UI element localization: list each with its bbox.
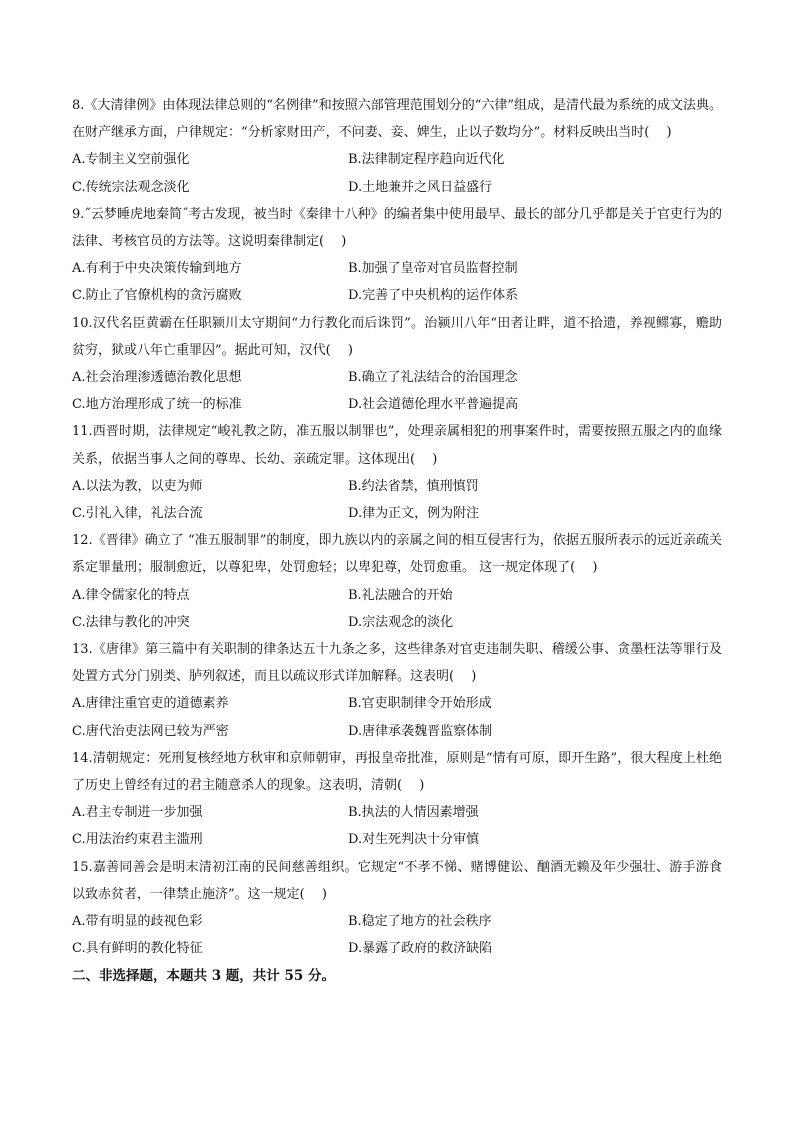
option-d: D.社会道德伦理水平普遍提高 xyxy=(348,397,519,413)
option-grid xyxy=(72,908,722,962)
option-b: B.礼法融合的开始 xyxy=(348,587,453,603)
option-b: B.稳定了地方的社会秩序 xyxy=(348,914,492,930)
option-d: D.对生死判决十分审慎 xyxy=(348,832,480,848)
option-d: D.暴露了政府的救济缺陷 xyxy=(348,941,493,957)
question-stem: 8.《大清律例》由体现法律总则的“名例律”和按照六部管理范围划分的“六律”组成，是清代最为系统的成文法典。在财产继承方面，户律规定：“分析家财田产，不问妻、妾、婢生，止以子数均分”。材料反映出当时( ) xyxy=(72,98,722,141)
question-stem: 13.《唐律》第三篇中有关职制的律条达五十九条之多，这些律条对官吏违制失职、稽缓公事、贪墨枉法等罪行及处置方式分门别类、胪列叙述，而且以疏议形式详加解释。这表明( ) xyxy=(72,642,722,685)
question-15 xyxy=(72,854,722,963)
question-stem: 9.˝云梦睡虎地秦简˝考古发现，被当时《秦律十八种》的编者集中使用最早、最长的部分几乎都是关于官吏行为的法律、考核官员的方法等。这说明秦律制定( ) xyxy=(72,206,722,250)
question-12 xyxy=(72,527,722,636)
option-b: B.确立了礼法结合的治国理念 xyxy=(348,370,518,386)
option-d: D.律为正文，例为附注 xyxy=(348,506,480,522)
option-c: C.具有鲜明的教化特征 xyxy=(72,941,203,957)
section-heading: 二、非选择题，本题共 3 题，共计 55 分。 xyxy=(72,967,335,984)
option-b: B.法律制定程序趋向近代化 xyxy=(348,152,505,168)
option-grid xyxy=(72,364,722,418)
question-stem: 10.汉代名臣黄霸在任职颍川太守期间“力行教化而后诛罚”。治颍川八年“田者让畔，道不拾遗，养视鳏寡，赡助贫穷，狱或八年亡重罪囚”。据此可知，汉代( ) xyxy=(72,315,722,358)
question-stem: 14.清朝规定：死刑复核经地方秋审和京师朝审，再报皇帝批准，原则是“情有可原，即开生路”，很大程度上杜绝了历史上曾经有过的君主随意杀人的现象。这表明，清朝( ) xyxy=(72,750,722,794)
option-c: C.引礼入律，礼法合流 xyxy=(72,506,203,522)
option-c: C.法律与教化的冲突 xyxy=(72,614,190,630)
option-d: D.土地兼并之风日益盛行 xyxy=(348,179,493,195)
option-c: C.防止了官僚机构的贪污腐败 xyxy=(72,288,242,304)
option-grid xyxy=(72,690,722,744)
option-c: C.用法治约束君主滥刑 xyxy=(72,832,203,848)
question-stem: 15.嘉善同善会是明末清初江南的民间慈善组织。它规定“不孝不悌、赌博健讼、酗酒无赖及年少强壮、游手游食以致赤贫者，一律禁止施济”。这一规定( ) xyxy=(72,859,722,902)
option-d: D.宗法观念的淡化 xyxy=(348,614,454,630)
option-a: A.专制主义空前强化 xyxy=(72,152,190,168)
option-a: A.君主专制进一步加强 xyxy=(72,805,203,821)
option-c: C.传统宗法观念淡化 xyxy=(72,179,190,195)
question-9 xyxy=(72,201,722,310)
option-d: D.唐律承袭魏晋监察体制 xyxy=(348,723,493,739)
option-b: B.官吏职制律令开始形成 xyxy=(348,696,492,712)
option-b: B.加强了皇帝对官员监督控制 xyxy=(348,261,518,277)
option-b: B.约法省禁，慎刑慎罚 xyxy=(348,478,479,494)
exam-page xyxy=(72,92,722,990)
option-grid xyxy=(72,582,722,636)
option-a: A.以法为教，以吏为师 xyxy=(72,478,203,494)
question-10 xyxy=(72,310,722,419)
option-a: A.有利于中央决策传输到地方 xyxy=(72,261,242,277)
option-a: A.社会治理渗透德治教化思想 xyxy=(72,370,242,386)
question-11 xyxy=(72,418,722,527)
option-d: D.完善了中央机构的运作体系 xyxy=(348,288,519,304)
option-c: C.唐代治吏法网已较为严密 xyxy=(72,723,229,739)
option-grid xyxy=(72,473,722,527)
question-13 xyxy=(72,636,722,745)
option-grid xyxy=(72,799,722,853)
question-list xyxy=(72,92,722,963)
question-stem: 11.西晋时期，法律规定“峻礼教之防，准五服以制罪也”，处理亲属相犯的刑事案件时，需要按照五服之内的血缘关系，依据当事人之间的尊卑、长幼、亲疏定罪。这体现出( ) xyxy=(72,424,722,467)
option-c: C.地方治理形成了统一的标准 xyxy=(72,397,242,413)
option-b: B.执法的人情因素增强 xyxy=(348,805,479,821)
question-14 xyxy=(72,745,722,854)
option-a: A.唐律注重官吏的道德素养 xyxy=(72,696,229,712)
question-stem: 12.《晋律》确立了 “准五服制罪”的制度，即九族以内的亲属之间的相互侵害行为，依据五服所表示的远近亲疏关系定罪量刑；服制愈近，以尊犯卑，处罚愈轻；以卑犯尊，处罚愈重。 这一规定体现了( ) xyxy=(72,533,722,576)
option-a: A.带有明显的歧视色彩 xyxy=(72,914,203,930)
option-grid xyxy=(72,146,722,200)
question-8 xyxy=(72,92,722,201)
option-a: A.律令儒家化的特点 xyxy=(72,587,190,603)
option-grid xyxy=(72,255,722,309)
